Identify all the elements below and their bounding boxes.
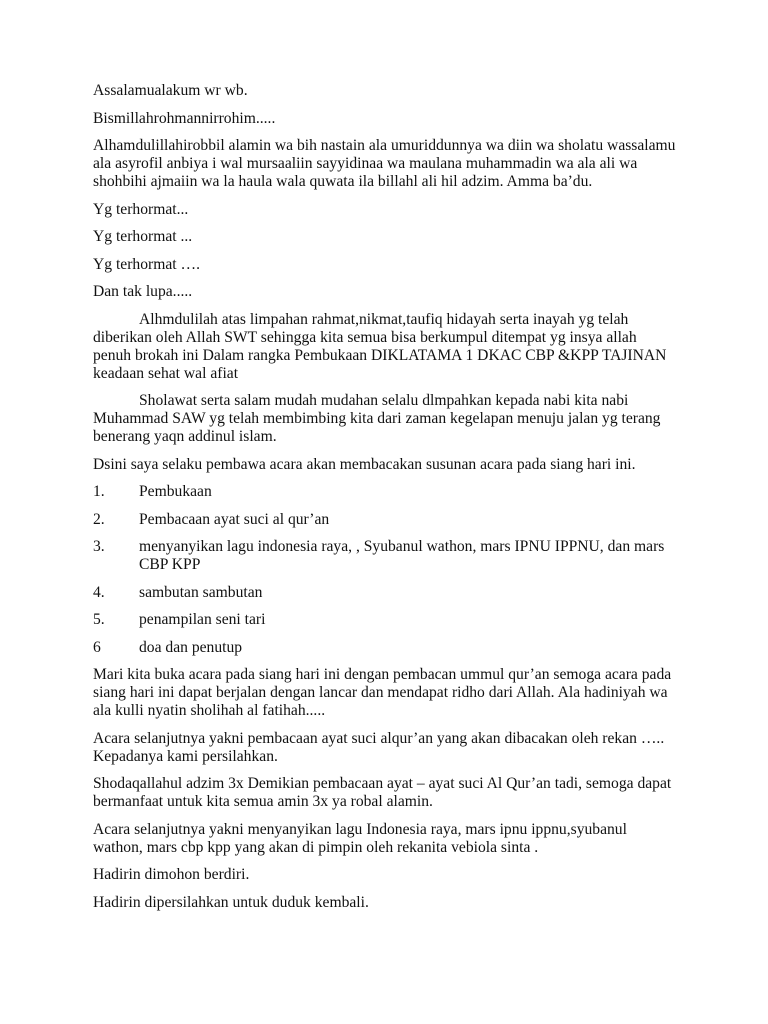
gratitude-line: keadaan sehat wal afiat (93, 364, 239, 382)
greeting-line: Assalamualakum wr wb. (93, 82, 248, 99)
agenda-number: 2. (93, 510, 105, 528)
agenda-text: Pembacaan ayat suci al qur’an (139, 510, 330, 528)
gratitude-paragraph (93, 311, 683, 383)
agenda-item (93, 483, 683, 501)
agenda-text: penampilan seni tari (139, 611, 266, 628)
respect-line: Yg terhormat... (93, 200, 189, 218)
respect-line: Yg terhormat …. (93, 255, 200, 273)
agenda-number: 6 (93, 638, 101, 656)
anthem-line: Acara selanjutnya yakni menyanyikan lagu Indonesia raya, mars ipnu ippnu,syubanul (93, 820, 627, 838)
opening-line: shohbihi ajmaiin wa la haula wala quwata ila billahl ali hil adzim. Amma ba’du. (93, 173, 593, 190)
gratitude-line: penuh brokah ini Dalam rangka Pembukaan DIKLATAMA 1 DKAC CBP &KPP TAJINAN (93, 346, 667, 364)
agenda-number: 5. (93, 611, 105, 628)
dont-forget-line: Dan tak lupa..... (93, 283, 193, 300)
agenda-item (93, 639, 683, 657)
sholawat-line: Muhammad SAW yg telah membimbing kita dari zaman kegelapan menuju jalan yg terang (93, 410, 661, 427)
agenda-text: doa dan penutup (139, 638, 243, 656)
shodaqallahul-line: bermanfaat untuk kita semua amin 3x ya robal alamin. (93, 793, 433, 810)
gratitude-line: Alhmdulilah atas limpahan rahmat,nikmat,taufiq hidayah serta inayah yg telah (139, 310, 629, 328)
quran-paragraph (93, 730, 683, 766)
agenda-text: Pembukaan (139, 483, 212, 500)
quran-line: Kepadanya kami persilahkan. (93, 747, 278, 765)
shodaqallahul-paragraph (93, 775, 683, 811)
opening-paragraph (93, 137, 683, 191)
anthem-line: wathon, mars cbp kpp yang akan di pimpin oleh rekanita vebiola sinta . (93, 838, 539, 856)
agenda-text-line: menyanyikan lagu indonesia raya, , Syubanul wathon, mars IPNU IPPNU, dan mars (139, 538, 665, 555)
bismillah-line: Bismillahrohmannirrohim..... (93, 109, 276, 127)
agenda-item (93, 538, 683, 574)
agenda-number: 3. (93, 538, 105, 555)
fatihah-paragraph (93, 666, 683, 720)
sit-line: Hadirin dipersilahkan untuk duduk kembali. (93, 893, 369, 911)
agenda-text (139, 538, 683, 574)
fatihah-line: ala kulli nyatin sholihah al fatihah..... (93, 702, 326, 719)
fatihah-line: Mari kita buka acara pada siang hari ini dengan pembacan ummul qur’an semoga acara pada (93, 666, 672, 683)
agenda-number: 4. (93, 583, 105, 601)
respect-line: Yg terhormat ... (93, 228, 193, 245)
document-body (93, 82, 683, 921)
agenda-number: 1. (93, 483, 105, 500)
agenda-item (93, 511, 683, 529)
opening-line: ala asyrofil anbiya i wal mursaaliin sayyidinaa wa maulana muhammadin wa ala ali wa (93, 155, 638, 172)
agenda-item (93, 611, 683, 629)
quran-line: Acara selanjutnya yakni pembacaan ayat suci alqur’an yang akan dibacakan oleh rekan ….. (93, 729, 665, 747)
agenda-intro: Dsini saya selaku pembawa acara akan membacakan susunan acara pada siang hari ini. (93, 455, 636, 473)
sholawat-paragraph (93, 392, 683, 446)
stand-line: Hadirin dimohon berdiri. (93, 866, 250, 883)
gratitude-line: diberikan oleh Allah SWT sehingga kita semua bisa berkumpul ditempat yg insya allah (93, 328, 637, 346)
anthem-paragraph (93, 821, 683, 857)
agenda-item (93, 584, 683, 602)
sholawat-line: Sholawat serta salam mudah mudahan selalu dlmpahkan kepada nabi kita nabi (139, 392, 629, 409)
opening-line: Alhamdulillahirobbil alamin wa bih nastain ala umuriddunnya wa diin wa sholatu wassalamu (93, 137, 676, 154)
sholawat-line: benerang yaqn addinul islam. (93, 428, 277, 445)
agenda-text: sambutan sambutan (139, 583, 263, 601)
fatihah-line: siang hari ini dapat berjalan dengan lancar dan mendapat ridho dari Allah. Ala hadiniyah wa (93, 684, 668, 701)
agenda-text-line: CBP KPP (139, 556, 201, 573)
shodaqallahul-line: Shodaqallahul adzim 3x Demikian pembacaan ayat – ayat suci Al Qur’an tadi, semoga dapat (93, 775, 672, 792)
